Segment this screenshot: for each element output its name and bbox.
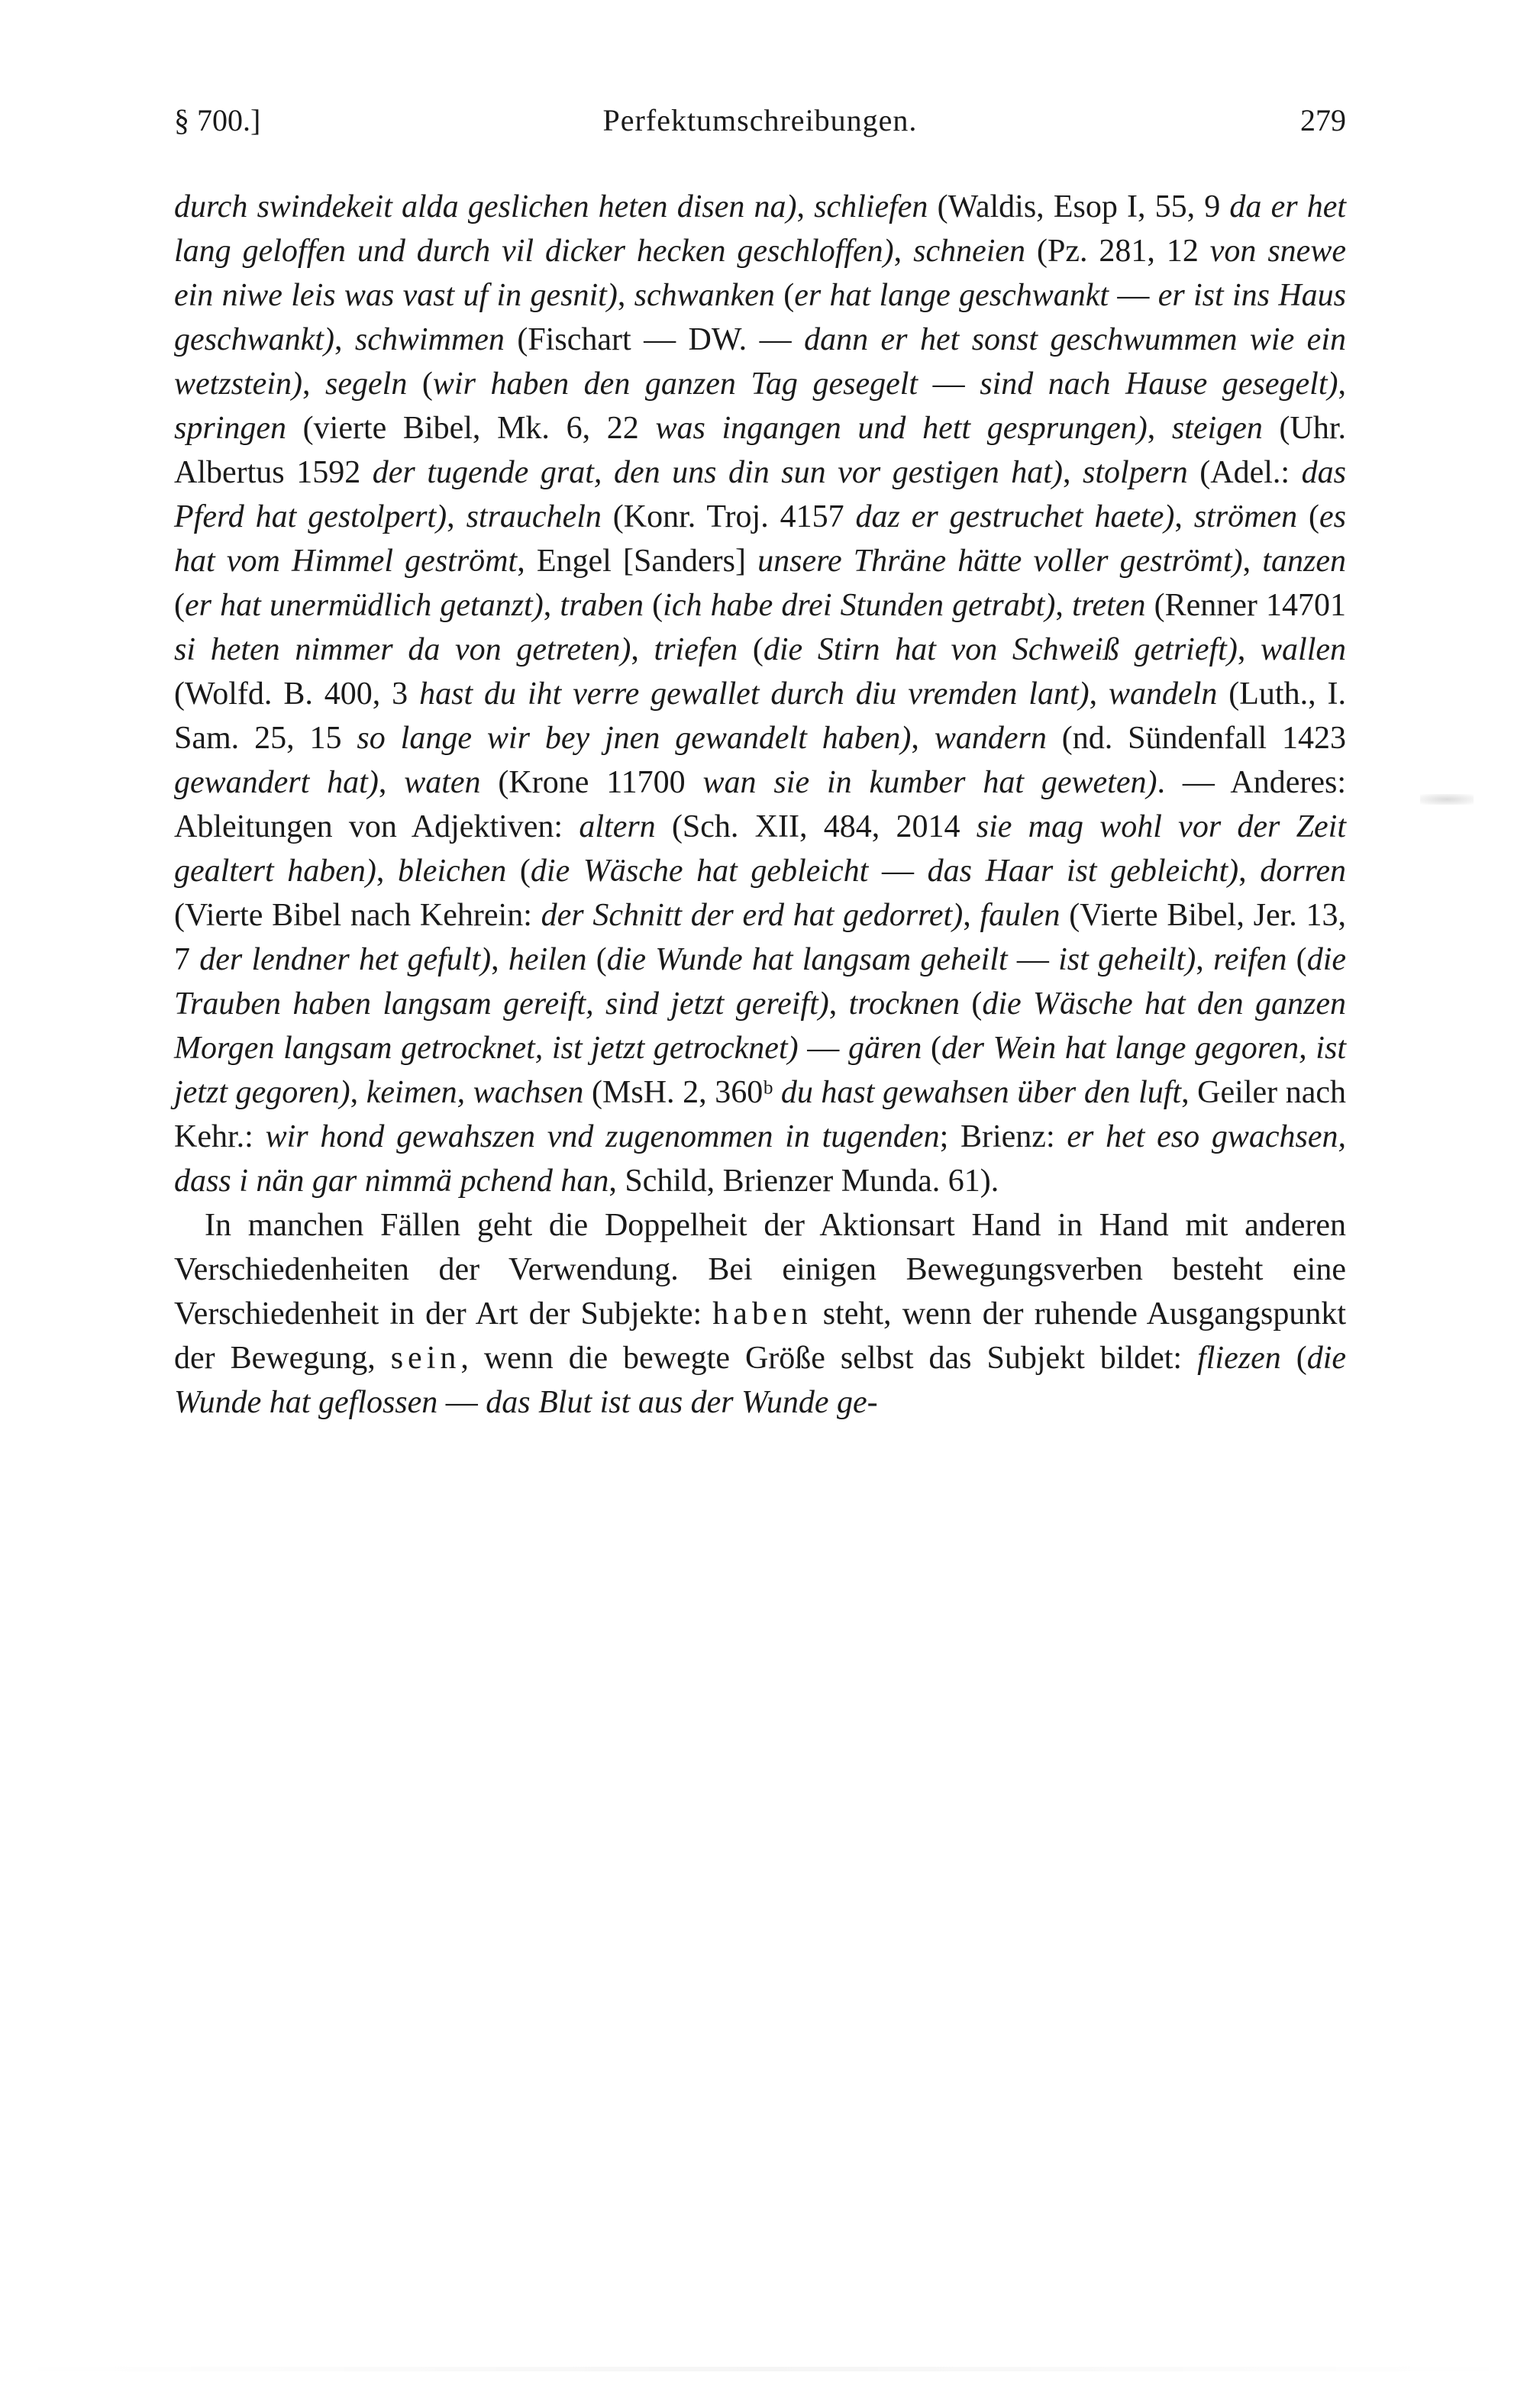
italic-text: wir hond gewahszen vnd zugenommen in tugenden: [265, 1119, 940, 1154]
italic-text: die Wunde hat langsam geheilt: [606, 942, 1008, 977]
text-run: sein: [390, 1341, 461, 1376]
italic-text: strömen: [1193, 499, 1298, 534]
italic-text: triefen: [654, 632, 738, 667]
text-run: ,: [378, 765, 405, 800]
italic-text: gewandert hat): [174, 765, 379, 800]
italic-text: schwimmen: [354, 322, 505, 357]
italic-text: durch swindekeit alda geslichen heten disen na): [174, 189, 797, 224]
text-run: ,: [350, 1075, 366, 1110]
text-run: (: [174, 588, 185, 623]
text-run: (Uhr. Albertus 1592: [174, 411, 1347, 490]
text-run: ,: [1196, 942, 1214, 977]
text-run: (Vierte Bibel, Jer. 13, 7: [174, 898, 1347, 977]
text-run: steht, wenn der ruhende Ausgangspunkt der Bewegung,: [174, 1296, 1346, 1376]
italic-text: heilen: [508, 942, 587, 977]
italic-text: ist geheilt): [1058, 942, 1196, 977]
text-run: (: [922, 1031, 942, 1066]
italic-text: die Stirn hat von Schweiß getrieft): [763, 632, 1238, 667]
text-run: ,: [543, 588, 560, 623]
italic-text: so lange wir bey jnen gewandelt haben): [357, 721, 912, 756]
text-run: (: [1286, 942, 1307, 977]
italic-text: traben: [560, 588, 644, 623]
text-run: (Wolfd. B. 400, 3: [174, 676, 420, 712]
italic-text: der tugende grat, den uns din sun vor gestigen hat): [372, 455, 1063, 490]
text-run: (nd. Sündenfall 1423: [1046, 721, 1347, 756]
text-run: ,: [1242, 544, 1263, 579]
text-run: —: [437, 1385, 486, 1420]
italic-text: hast du iht verre gewallet durch diu vremden lant): [419, 676, 1090, 712]
text-run: (Konr. Troj. 4157: [601, 499, 856, 534]
text-run: ,: [893, 234, 914, 269]
italic-text: das Pferd hat gestolpert): [174, 455, 1347, 534]
text-run: (vierte Bibel, Mk. 6, 22: [286, 411, 656, 446]
text-run: ,: [828, 986, 849, 1022]
running-header: [174, 98, 1346, 144]
text-run: , Schild, Brienzer Munda. 61).: [609, 1164, 999, 1199]
italic-text: das Blut ist aus der Wunde ge-: [486, 1385, 878, 1420]
text-run: (: [644, 588, 663, 623]
body-text: [174, 185, 1346, 1425]
text-run: (Adel.:: [1187, 455, 1302, 490]
scan-edge: [0, 2367, 1527, 2371]
text-run: , Engel [Sanders]: [517, 544, 758, 579]
italic-text: treten: [1072, 588, 1146, 623]
italic-text: wandern: [934, 721, 1047, 756]
text-run: , Geiler nach Kehr.:: [174, 1075, 1346, 1154]
italic-text: dorren: [1260, 854, 1347, 889]
text-run: ,: [302, 366, 326, 402]
italic-text: die Wäsche hat den ganzen Morgen langsam getrocknet, ist jetzt getrocknet): [174, 986, 1346, 1066]
text-run: ,: [1238, 854, 1261, 889]
text-run: (Waldis, Esop I, 55, 9: [928, 189, 1230, 224]
text-run: (Vierte Bibel nach Kehrein:: [174, 898, 541, 933]
text-run: —: [868, 854, 928, 889]
italic-text: schwanken: [634, 278, 775, 313]
italic-text: dann er het sonst geschwummen wie ein wetzstein): [174, 322, 1346, 402]
text-run: ,: [1089, 676, 1109, 712]
italic-text: tanzen: [1262, 544, 1346, 579]
italic-text: der Wein hat lange gegoren, ist jetzt gegoren): [174, 1031, 1346, 1110]
italic-text: wandeln: [1109, 676, 1218, 712]
italic-text: die Wunde hat geflossen: [174, 1341, 1346, 1420]
paragraph: [174, 1203, 1346, 1425]
italic-text: er hat lange geschwankt: [794, 278, 1109, 313]
section-marker: § 700.]: [174, 103, 261, 137]
italic-text: wallen: [1261, 632, 1347, 667]
page-number: 279: [1300, 103, 1346, 137]
italic-text: du hast gewahsen über den luft: [780, 1075, 1182, 1110]
text-run: (: [960, 986, 983, 1022]
text-run: ,: [1237, 632, 1261, 667]
text-run: ,: [334, 322, 355, 357]
italic-text: er ist ins Haus geschwankt): [174, 278, 1347, 357]
italic-text: er het eso gwachsen, dass i nän gar nimmä pchend han: [174, 1119, 1347, 1199]
text-run: ,: [963, 898, 980, 933]
text-run: ,: [1338, 366, 1346, 402]
text-run: ,: [1055, 588, 1073, 623]
text-run: ; Brienz:: [939, 1119, 1067, 1154]
italic-text: gären: [847, 1031, 922, 1066]
text-run: haben: [712, 1296, 812, 1332]
italic-text: straucheln: [466, 499, 602, 534]
text-run: (: [774, 278, 795, 313]
text-run: —: [918, 366, 980, 402]
text-run: ,: [796, 189, 815, 224]
italic-text: wan sie in kumber hat geweten): [702, 765, 1157, 800]
italic-text: sind nach Hause gesegelt): [980, 366, 1338, 402]
text-run: (Renner 14701: [1145, 588, 1347, 623]
text-run: ,: [1147, 411, 1172, 446]
text-run: ,: [617, 278, 634, 313]
text-run: (MsH. 2, 360ᵇ: [583, 1075, 781, 1110]
text-run: (Pz. 281, 12: [1025, 234, 1210, 269]
italic-text: steigen: [1171, 411, 1263, 446]
text-run: , wenn die bewegte Größe selbst das Subjekt bildet:: [460, 1341, 1198, 1376]
italic-text: segeln: [325, 366, 408, 402]
italic-text: fliezen: [1197, 1341, 1281, 1376]
text-run: (: [506, 854, 531, 889]
text-run: (Luth., I. Sam. 25, 15: [174, 676, 1347, 756]
italic-text: schneien: [913, 234, 1026, 269]
italic-text: die Wäsche hat gebleicht: [530, 854, 869, 889]
italic-text: das Haar ist gebleicht): [927, 854, 1239, 889]
text-run: ,: [911, 721, 935, 756]
italic-text: reifen: [1213, 942, 1287, 977]
italic-text: faulen: [980, 898, 1061, 933]
text-run: —: [1007, 942, 1059, 977]
text-run: (: [1297, 499, 1319, 534]
italic-text: trocknen: [848, 986, 960, 1022]
italic-text: der lendner het gefult): [199, 942, 492, 977]
italic-text: bleichen: [398, 854, 507, 889]
text-run: ,: [1062, 455, 1083, 490]
text-run: ,: [447, 499, 466, 534]
italic-text: daz er gestruchet haete): [855, 499, 1175, 534]
italic-text: da er het lang geloffen und durch vil dicker hecken geschloffen): [174, 189, 1347, 269]
italic-text: springen: [174, 411, 286, 446]
italic-text: die Trauben haben langsam gereift, sind jetzt gereift): [174, 942, 1346, 1022]
italic-text: altern: [579, 809, 656, 844]
italic-text: si heten nimmer da von getreten): [174, 632, 631, 667]
italic-text: ich habe drei Stunden getrabt): [663, 588, 1056, 623]
italic-text: wir haben den ganzen Tag gesegelt: [432, 366, 918, 402]
italic-text: sie mag wohl vor der Zeit gealtert haben): [174, 809, 1346, 889]
text-run: In manchen Fällen geht die Doppelheit der Aktionsart Hand in Hand mit anderen Verschiedenheiten der Verwendung. Bei einigen Bewegungsverben besteht eine Verschiedenheit in der Art der Subjekte:: [174, 1208, 1346, 1332]
italic-text: es hat vom Himmel geströmt: [174, 499, 1346, 579]
text-run: —: [1109, 278, 1158, 313]
text-run: (Krone 11700: [480, 765, 703, 800]
italic-text: unsere Thräne hätte voller geströmt): [757, 544, 1243, 579]
text-run: (: [586, 942, 607, 977]
italic-text: stolpern: [1083, 455, 1188, 490]
text-run: ,: [491, 942, 508, 977]
text-run: ,: [631, 632, 654, 667]
italic-text: von snewe ein niwe leis was vast uf in gesnit): [174, 234, 1346, 313]
italic-text: er hat unermüdlich getanzt): [185, 588, 544, 623]
text-run: (Fischart — DW. —: [504, 322, 805, 357]
scan-smudge: [1420, 794, 1474, 805]
italic-text: was ingangen und hett gesprungen): [655, 411, 1148, 446]
text-run: . — Anderes: Ableitungen von Adjektiven:: [174, 765, 1347, 844]
text-run: ,: [1174, 499, 1194, 534]
text-run: (: [1280, 1341, 1307, 1376]
italic-text: der Schnitt der erd hat gedorret): [541, 898, 964, 933]
text-run: (: [738, 632, 764, 667]
text-run: ,: [376, 854, 399, 889]
italic-text: keimen, wachsen: [366, 1075, 584, 1110]
paragraph: [174, 185, 1346, 1203]
running-title: Perfektumschreibungen.: [602, 103, 918, 137]
italic-text: waten: [404, 765, 481, 800]
text-run: (: [407, 366, 433, 402]
text-run: (Sch. XII, 484, 2014: [655, 809, 977, 844]
italic-text: schliefen: [814, 189, 928, 224]
text-run: —: [798, 1031, 848, 1066]
